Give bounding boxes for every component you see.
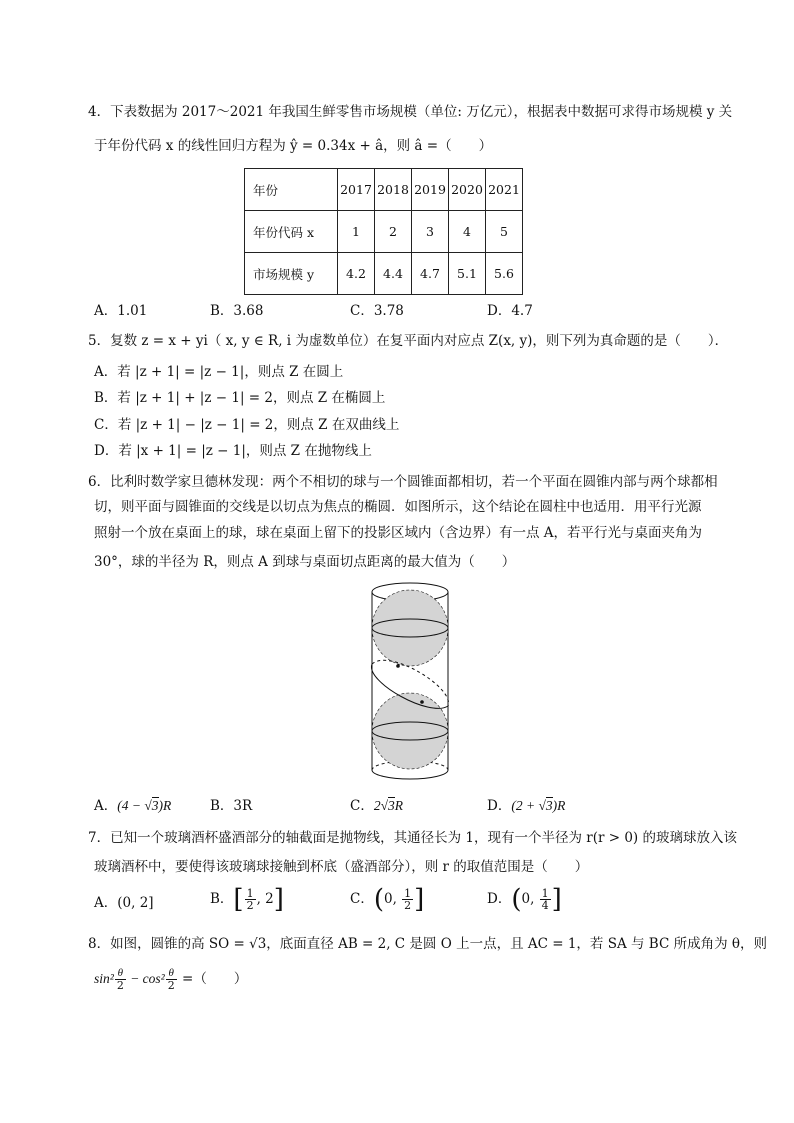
q6-option-b[interactable]: B．3R [210, 798, 253, 814]
q7-option-b-right-bracket: ] [273, 884, 284, 915]
q4-option-c[interactable]: C．3.78 [350, 303, 404, 319]
q7-option-b[interactable] [210, 884, 284, 915]
table-cell: 1 [338, 211, 375, 253]
q8-stem-line1: 8．如图，圆锥的高 SO = √3，底面直径 AB = 2, C 是圆 O 上一点，且 AC = 1，若 SA 与 BC 所成角为 θ，则 [88, 936, 768, 952]
q6-option-c[interactable] [350, 796, 403, 816]
q7-option-b-tail: , 2 [256, 891, 274, 907]
table-cell: 3 [412, 211, 449, 253]
q6-option-d-label: D． [487, 798, 512, 814]
lower-sphere [372, 693, 448, 769]
table-cell: 5.1 [449, 253, 486, 295]
q7-option-c-label: C． [350, 891, 374, 907]
q6-option-a-radicand: 3 [151, 798, 159, 813]
q6-option-c-radicand: 3 [388, 798, 395, 813]
focus-point-lower [420, 700, 424, 704]
q7-option-b-den: 2 [246, 899, 254, 912]
q7-option-c-left-paren: ( [373, 884, 384, 915]
q5-stem: 5．复数 z = x + yi（ x, y ∈ R, i 为虚数单位）在复平面内对应点 Z(x, y)，则下列为真命题的是（ ）． [88, 333, 729, 349]
q8-num-1: θ [115, 968, 126, 980]
table-cell: 4.7 [412, 253, 449, 295]
q7-stem-line2: 玻璃酒杯中，要使得该玻璃球接触到杯底（盛酒部分），则 r 的取值范围是（ ） [94, 859, 589, 875]
q6-stem-line4: 30°，球的半径为 R，则点 A 到球与桌面切点距离的最大值为（ ） [94, 554, 516, 570]
q7-option-d-label: D． [487, 891, 512, 907]
q4-option-a[interactable]: A．1.01 [94, 303, 148, 319]
table-cell: 2021 [486, 169, 523, 211]
q6-stem-line3: 照射一个放在桌面上的球，球在桌面上留下的投影区域内（含边界）有一点 A，若平行光与桌面夹角为 [94, 525, 703, 541]
q5-option-b[interactable]: B．若 |z + 1| + |z − 1| = 2，则点 Z 在椭圆上 [94, 390, 386, 406]
q8-stem-tail: =（ ） [177, 971, 248, 987]
cylinder-bottom-front [372, 770, 448, 779]
table-row [245, 211, 523, 253]
q7-option-d-fraction [540, 888, 551, 911]
table-cell: 2019 [412, 169, 449, 211]
q6-option-a[interactable] [94, 796, 171, 816]
q7-option-d-right-bracket: ] [551, 884, 562, 915]
q7-option-c-head: 0, [384, 891, 402, 907]
q6-option-d-root-sign: √ [538, 798, 546, 813]
table-cell: 年份 [245, 169, 338, 211]
table-row [245, 253, 523, 295]
table-row [245, 169, 523, 211]
q8-fraction-1 [115, 968, 126, 991]
table-cell: 市场规模 y [245, 253, 338, 295]
q6-option-c-label: C． [350, 798, 374, 814]
q7-option-d-num: 1 [541, 887, 549, 900]
q7-stem-line1: 7．已知一个玻璃酒杯盛酒部分的轴截面是抛物线，其通径长为 1，现有一个半径为 r(r > 0) 的玻璃球放入该 [88, 830, 737, 846]
q5-option-d[interactable]: D．若 |x + 1| = |z − 1|，则点 Z 在抛物线上 [94, 443, 372, 459]
q7-option-c-num: 1 [404, 887, 412, 900]
table-cell: 2018 [375, 169, 412, 211]
upper-sphere [372, 590, 448, 666]
q8-den-1: 2 [116, 979, 124, 992]
q8-fraction-2 [166, 968, 177, 991]
q6-option-c-post: R [394, 798, 404, 813]
q7-option-c[interactable] [350, 884, 425, 915]
q4-stem-line2: 于年份代码 x 的线性回归方程为 ŷ = 0.34x + â，则 â =（ ） [94, 138, 493, 154]
q6-option-a-label: A． [94, 798, 118, 814]
table-cell: 4.2 [338, 253, 375, 295]
table-cell: 4 [449, 211, 486, 253]
table-cell: 2020 [449, 169, 486, 211]
q8-sin-squared: sin² [94, 971, 114, 986]
q7-option-c-right-bracket: ] [414, 884, 425, 915]
q6-stem-line2: 切，则平面与圆锥面的交线是以切点为焦点的椭圆．如图所示，这个结论在圆柱中也适用．用平行光源 [94, 499, 702, 515]
q6-option-d-pre: (2 + [511, 798, 539, 813]
q7-option-b-fraction [245, 888, 256, 911]
q5-option-c[interactable]: C．若 |z + 1| − |z − 1| = 2，则点 Z 在双曲线上 [94, 417, 400, 433]
q7-option-d[interactable] [487, 884, 562, 915]
q7-option-b-num: 1 [246, 887, 254, 900]
q7-option-d-den: 4 [541, 899, 549, 912]
q8-stem-line2 [94, 968, 247, 991]
q8-den-2: 2 [167, 979, 175, 992]
q6-option-d-post: )R [552, 798, 566, 813]
table-cell: 2 [375, 211, 412, 253]
q8-num-2: θ [166, 968, 177, 980]
q7-option-a[interactable]: A．(0, 2] [94, 895, 154, 911]
q6-option-c-pre: 2 [373, 798, 381, 813]
dandelin-cylinder-figure [360, 578, 460, 784]
q8-cos-squared: − cos² [126, 971, 165, 986]
q7-option-b-left-bracket: [ [233, 884, 244, 915]
q6-option-c-root-sign: √ [380, 798, 389, 813]
q7-option-c-fraction [402, 888, 413, 911]
table-cell: 5.6 [486, 253, 523, 295]
q7-option-d-left-paren: ( [511, 884, 522, 915]
q6-option-a-pre: (4 − [117, 798, 145, 813]
table-cell: 4.4 [375, 253, 412, 295]
q4-data-table [244, 168, 523, 295]
q7-option-b-label: B． [210, 891, 234, 907]
q6-option-d-radicand: 3 [545, 798, 553, 813]
table-cell: 5 [486, 211, 523, 253]
q4-option-d[interactable]: D．4.7 [487, 303, 533, 319]
q4-stem-line1: 4．下表数据为 2017～2021 年我国生鲜零售市场规模（单位: 万亿元），根据表中数据可求得市场规模 y 关 [88, 104, 733, 120]
q7-option-d-head: 0, [521, 891, 539, 907]
q5-option-a[interactable]: A．若 |z + 1| = |z − 1|，则点 Z 在圆上 [94, 364, 344, 380]
q7-option-c-den: 2 [404, 899, 412, 912]
q6-option-a-post: )R [158, 798, 172, 813]
focus-point-upper [396, 664, 400, 668]
q6-option-d[interactable] [487, 796, 565, 816]
q6-stem-line1: 6．比利时数学家旦德林发现：两个不相切的球与一个圆锥面都相切，若一个平面在圆锥内部与两个球都相 [88, 474, 718, 490]
table-cell: 年份代码 x [245, 211, 338, 253]
table-cell: 2017 [338, 169, 375, 211]
q4-option-b[interactable]: B．3.68 [210, 303, 264, 319]
q6-option-a-root-sign: √ [144, 798, 152, 813]
